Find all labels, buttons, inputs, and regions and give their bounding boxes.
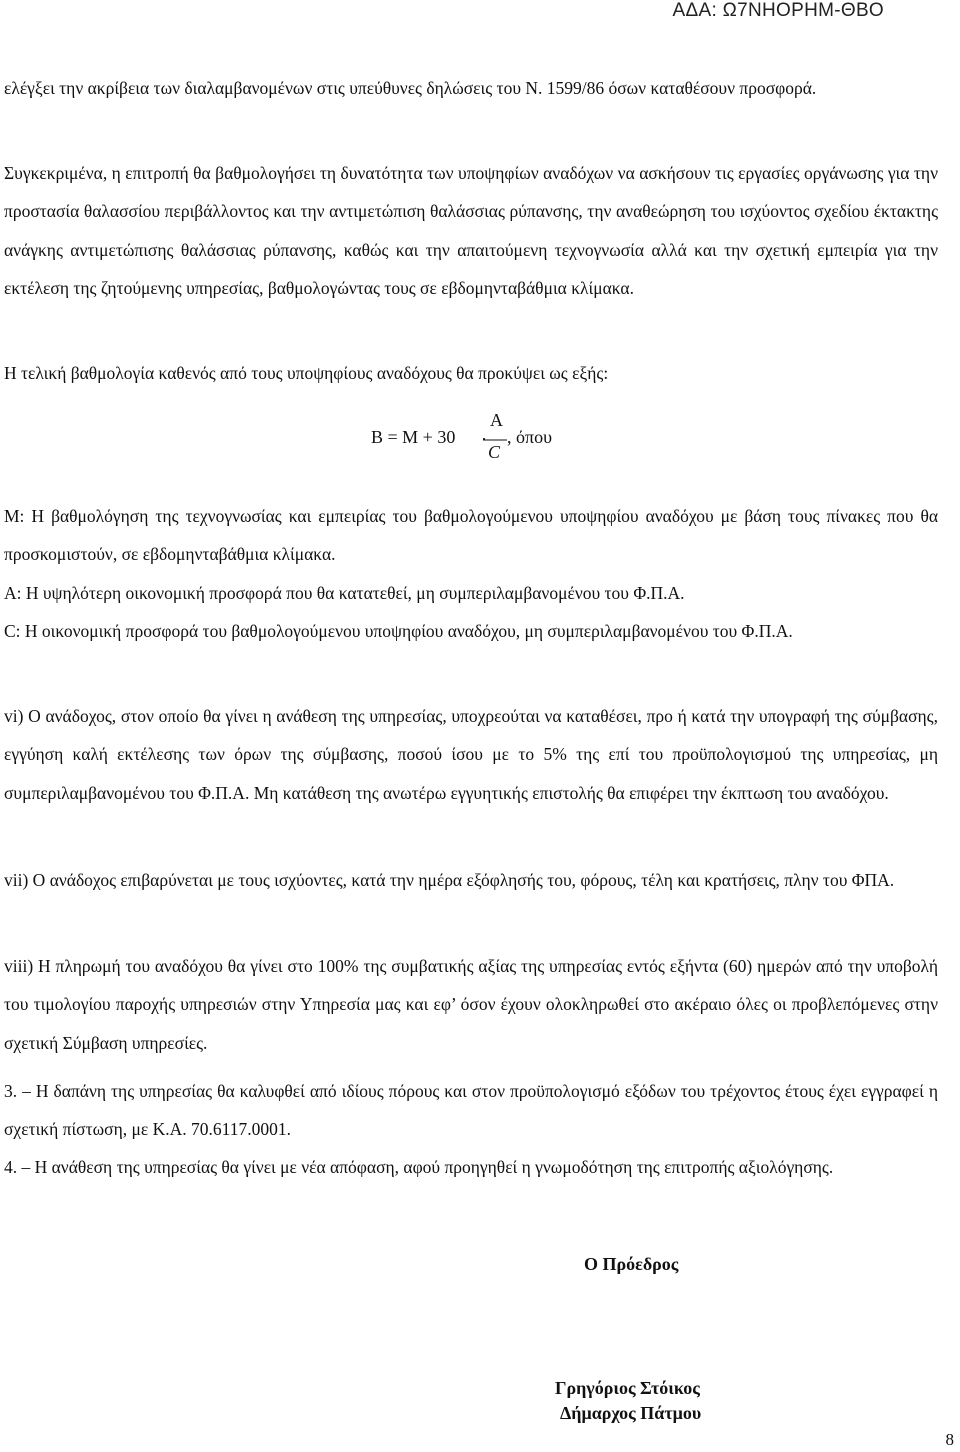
score-formula — [371, 410, 631, 470]
paragraph-text: 4. – Η ανάθεση της υπηρεσίας θα γίνει με νέα απόφαση, αφού προηγηθεί η γνωμοδότηση της επιτροπής αξιολόγησης. — [4, 1157, 834, 1177]
signature-name: Γρηγόριος Στόικος — [555, 1378, 700, 1398]
paragraph-text: vi) Ο ανάδοχος, στον οποίο θα γίνει η ανάθεση της υπηρεσίας, υποχρεούται να καταθέσει, προ ή κατά την υπογραφή της σύμβασης, εγγύηση καλή εκτέλεσης των όρων της σύμβασης, ποσού ίσου με το 5% της επί του προϋπολογισμού της υπηρεσίας, μη συμπεριλαμβανομένου του Φ.Π.Α. Μη κατάθεση της ανωτέρω εγγυητικής επιστολής θα επιφέρει την έκπτωση του αναδόχου. — [4, 706, 938, 803]
paragraph-text: vii) Ο ανάδοχος επιβαρύνεται με τους ισχύοντες, κατά την ημέρα εξόφλησής του, φόρους, τέλη και κρατήσεις, πλην του ΦΠΑ. — [4, 870, 895, 890]
paragraph-3 — [4, 354, 938, 392]
page-number: 8 — [945, 1430, 954, 1449]
signature-title: Δήμαρχος Πάτμου — [560, 1403, 702, 1423]
paragraph-text: ελέγξει την ακρίβεια των διαλαμβανομένων στις υπεύθυνες δηλώσεις του Ν. 1599/86 όσων καταθέσουν προσφορά. — [4, 78, 817, 98]
fraction-bar — [483, 439, 507, 441]
paragraph-9 — [4, 947, 938, 1062]
ada-code: ΑΔΑ: Ω7ΝΗΟΡΗΜ-ΘΒΟ — [672, 0, 884, 21]
paragraph-10 — [4, 1072, 938, 1149]
formula-tail: , όπου — [507, 427, 552, 447]
paragraph-4 — [4, 497, 938, 574]
paragraph-text: 3. – Η δαπάνη της υπηρεσίας θα καλυφθεί από ιδίους πόρους και στον προϋπολογισμό εξόδων του τρέχοντος έτους έχει εγγραφεί η σχετική πίστωση, με Κ.Α. 70.6117.0001. — [4, 1081, 938, 1140]
signature-role: Ο Πρόεδρος — [584, 1254, 679, 1274]
paragraph-7 — [4, 697, 938, 812]
paragraph-text: Η τελική βαθμολογία καθενός από τους υποψηφίους αναδόχους θα προκύψει ως εξής: — [4, 363, 609, 383]
paragraph-5 — [4, 574, 938, 612]
paragraph-text: Α: Η υψηλότερη οικονομική προσφορά που θα κατατεθεί, μη συμπεριλαμβανομένου του Φ.Π.Α. — [4, 583, 685, 603]
formula-denominator: C — [488, 442, 501, 462]
paragraph-text: C: Η οικονομική προσφορά του βαθμολογούμενου υποψηφίου αναδόχου, μη συμπεριλαμβανομένου του Φ.Π.Α. — [4, 621, 793, 641]
formula-lhs: Β = Μ + 30 — [371, 427, 456, 447]
paragraph-6 — [4, 612, 938, 650]
formula-dot: · — [481, 429, 487, 449]
paragraph-1 — [4, 69, 938, 107]
paragraph-11 — [4, 1148, 938, 1186]
paragraph-8 — [4, 861, 938, 899]
paragraph-text: viii) Η πληρωμή του αναδόχου θα γίνει στο 100% της συμβατικής αξίας της υπηρεσίας εντός εξήντα (60) ημερών από την υποβολή του τιμολογίου παροχής υπηρεσιών στην Υπηρεσία μας και εφ’ όσον έχουν ολοκληρωθεί στο ακέραιο όλες οι προβλεπόμενες στην σχετική Σύμβαση υπηρεσίες. — [4, 956, 938, 1053]
paragraph-text: Συγκεκριμένα, η επιτροπή θα βαθμολογήσει τη δυνατότητα των υποψηφίων αναδόχων να ασκήσουν τις εργασίες οργάνωσης για την προστασία θαλασσίου περιβάλλοντος και την αντιμετώπιση θαλάσσιας ρύπανσης, την αναθεώρηση του ισχύοντος σχεδίου έκτακτης ανάγκης αντιμετώπισης θαλάσσιας ρύπανσης, καθώς και την απαιτούμενη τεχνογνωσία αλλά και την σχετική εμπειρία για την εκτέλεση της ζητούμενης υπηρεσίας, βαθμολογώντας τους σε εβδομηνταβάθμια κλίμακα. — [4, 163, 938, 299]
paragraph-2 — [4, 154, 938, 308]
paragraph-text: Μ: Η βαθμολόγηση της τεχνογνωσίας και εμπειρίας του βαθμολογούμενου υποψηφίου αναδόχου με βάση τους πίνακες που θα προσκομιστούν, σε εβδομηνταβάθμια κλίμακα. — [4, 506, 938, 565]
formula-numerator: Α — [490, 410, 503, 430]
